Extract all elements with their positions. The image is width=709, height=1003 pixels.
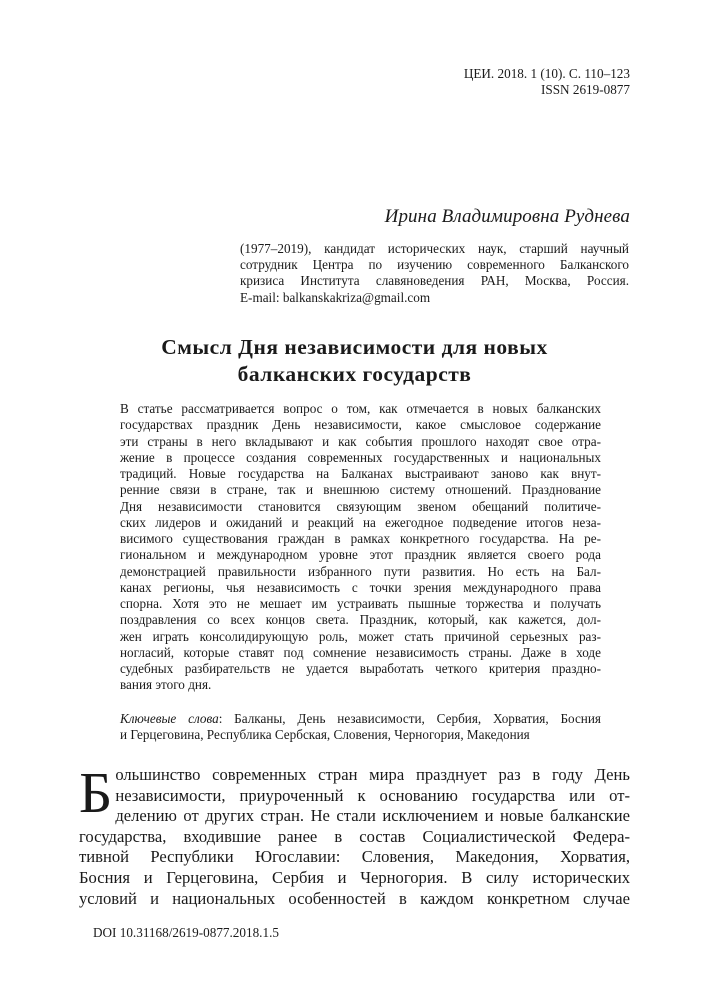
body-text	[79, 760, 630, 909]
abstract-line: висимого существования граждан в рамках конкретного государства. На ре-	[120, 531, 601, 546]
citation-line: ЦЕИ. 2018. 1 (10). С. 110–123	[463, 66, 630, 81]
abstract-line: Дня независимости становится связующим звеном обещаний политиче-	[120, 498, 601, 514]
abstract-line: спорна. Хотя это не мешает им устраивать пышные торжества и получать	[120, 596, 601, 611]
body-line: государства, входившие ранее в состав Социалистической Федера-	[79, 826, 630, 846]
body-line: ольшинство современных стран мира празднует раз в году День	[115, 765, 630, 784]
abstract-line: ских лидеров и ожиданий и реакций на ежегодное подведение итогов неза-	[120, 514, 601, 530]
drop-cap: Б	[79, 760, 113, 825]
body-line: независимости, приуроченный к основанию государства или от-	[115, 785, 630, 805]
abstract-line: вания этого дня.	[120, 677, 212, 693]
article-title	[80, 334, 629, 388]
abstract-line: судебных разбирательств не удается выработать четкого критерия праздно-	[120, 661, 601, 676]
keywords-separator: :	[218, 711, 235, 726]
abstract-line: ногласий, которые ставят под сомнение независимость страны. Даже в ходе	[120, 644, 601, 660]
author-bio-line: сотрудник Центра по изучению современного Балканского	[240, 257, 629, 273]
abstract-line: традиций. Новые государства на Балканах выстраивают заново как внут-	[120, 466, 601, 481]
abstract-line: государствах праздник День независимости, какое смысловое содержание	[120, 417, 601, 433]
author-email: E-mail: balkanskakriza@gmail.com	[240, 289, 431, 305]
body-line: делению от других стран. Не стали исключением и новые балканские	[115, 806, 630, 826]
author-name: Ирина Владимировна Руднева	[384, 206, 630, 227]
body-line: условий и национальных особенностей в каждом конкретном случае	[79, 888, 630, 908]
keywords-text: Балканы, День независимости, Сербия, Хорватия, Босния	[234, 711, 601, 726]
abstract-line: жен играть консолидирующую роль, может стать причиной серьезных раз-	[120, 628, 601, 644]
abstract-line: поздравления со всех концов света. Праздник, который, как кажется, дол-	[120, 612, 601, 628]
article-title-line: Смысл Дня независимости для новых	[161, 335, 548, 359]
keywords-line	[120, 711, 601, 727]
abstract-line: жение в процессе создания современных государственных и национальных	[120, 449, 601, 465]
keywords-label: Ключевые слова	[120, 711, 219, 726]
journal-citation-header	[464, 66, 630, 98]
article-title-line: балканских государств	[237, 362, 472, 386]
author-bio-line: кризиса Института славяноведения РАН, Москва, Россия.	[240, 273, 629, 289]
abstract-line: ренние связи в стране, так и внешнюю систему отношений. Празднование	[120, 482, 601, 498]
abstract-line: В статье рассматривается вопрос о том, как отмечается в новых балканских	[120, 401, 601, 416]
body-line: Босния и Герцеговина, Сербия и Черногория. В силу исторических	[79, 867, 630, 887]
abstract-line: демонстрацией правильности избранного пути развития. Но есть на Бал-	[120, 563, 601, 579]
abstract-line: канах регионы, чья независимость с точки зрения международного права	[120, 579, 601, 595]
doi-footer: DOI 10.31168/2619-0877.2018.1.5	[93, 925, 279, 940]
issn-line: ISSN 2619-0877	[540, 82, 630, 97]
author-bio-line: (1977–2019), кандидат исторических наук, старший научный	[240, 241, 629, 256]
author-bio	[240, 241, 629, 306]
keywords	[120, 711, 601, 744]
keywords-line: и Герцеговина, Республика Сербская, Словения, Черногория, Македония	[120, 727, 530, 743]
body-line: тивной Республики Югославии: Словения, Македония, Хорватия,	[79, 847, 630, 867]
abstract	[120, 401, 601, 694]
abstract-line: эти страны в него вкладывают и как события прошлого находят свое отра-	[120, 433, 601, 449]
abstract-line: гиональном и международном уровне этот праздник является своего рода	[120, 547, 601, 563]
